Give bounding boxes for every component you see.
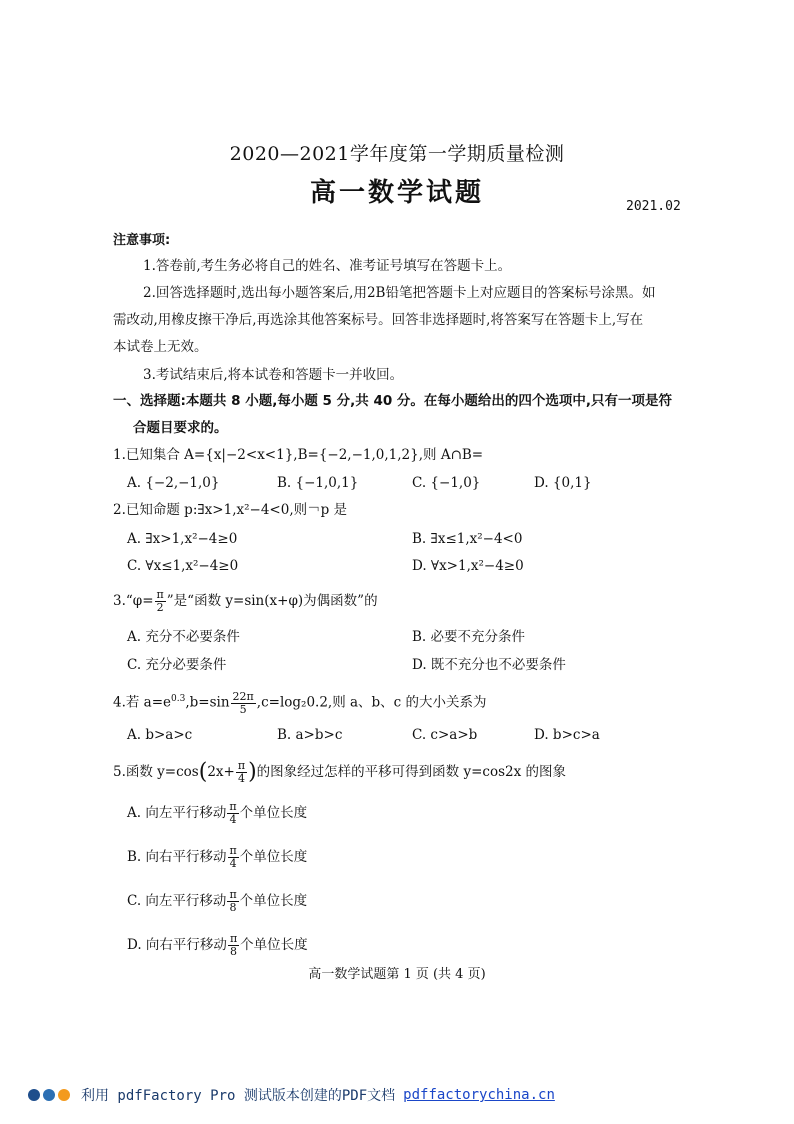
- question-2-stem: 2.已知命题 p:∃x>1,x²−4<0,则￢p 是: [113, 502, 348, 518]
- fraction-numerator: 22π: [232, 689, 254, 703]
- question-2-option-b: B. ∃x≤1,x²−4<0: [412, 531, 523, 547]
- option-text-end: 个单位长度: [239, 805, 308, 821]
- question-3-option-b: B. 必要不充分条件: [412, 629, 526, 645]
- note-2-line-1: 2.回答选择题时,选出每小题答案后,用2B铅笔把答题卡上对应题目的答案标号涂黑。如: [143, 285, 656, 301]
- question-4-stem-end: ,c=log₂0.2,则 a、b、c 的大小关系为: [256, 694, 487, 711]
- fraction-denominator: 4: [237, 772, 245, 785]
- question-5-option-b: [127, 842, 307, 872]
- fraction-numerator: π: [237, 759, 246, 772]
- option-text-end: 个单位长度: [240, 937, 308, 953]
- fraction-denominator: 4: [229, 857, 237, 870]
- fraction-numerator: π: [229, 800, 237, 813]
- left-paren: (: [198, 759, 208, 785]
- question-4-stem-mid: ,b=sin: [185, 694, 230, 711]
- page-number-footer: 高一数学试题第 1 页 (共 4 页): [308, 967, 486, 982]
- fraction-numerator: π: [229, 844, 237, 857]
- fraction-denominator: 5: [239, 702, 247, 716]
- question-5-option-d: [127, 930, 308, 960]
- exam-period-title: 2020—2021学年度第一学期质量检测: [229, 143, 565, 165]
- question-4-stem: [113, 684, 487, 718]
- fraction-denominator: 2: [156, 601, 164, 614]
- question-3-stem-end: ”是“函数 y=sin(x+φ)为偶函数”的: [166, 593, 378, 609]
- question-3-stem-start: 3.“φ=: [113, 593, 154, 609]
- question-4-option-b: B. a>b>c: [277, 727, 343, 743]
- fraction: [227, 889, 238, 914]
- question-3-option-d: D. 既不充分也不必要条件: [412, 657, 566, 673]
- notes-heading: 注意事项:: [113, 233, 171, 248]
- fraction-numerator: π: [229, 932, 238, 945]
- note-2-line-2: 需改动,用橡皮擦干净后,再选涂其他答案标号。回答非选择题时,将答案写在答题卡上,写在: [113, 312, 644, 328]
- question-5-option-c: [127, 886, 307, 916]
- exponent: 0.3: [171, 694, 186, 704]
- question-4-stem-start: 4.若 a=e: [113, 694, 172, 711]
- question-4-option-a: A. b>a>c: [127, 727, 193, 743]
- question-4-option-c: C. c>a>b: [412, 727, 478, 743]
- option-text: C. 向左平行移动: [127, 893, 227, 909]
- question-2-option-c: C. ∀x≤1,x²−4≥0: [127, 558, 239, 574]
- question-5-inner: 2x+: [207, 764, 235, 780]
- question-4-option-d: D. b>c>a: [534, 727, 600, 743]
- question-3-option-a: A. 充分不必要条件: [127, 629, 240, 645]
- fraction-denominator: 8: [230, 945, 238, 958]
- question-3-stem: [113, 586, 378, 616]
- fraction-denominator: 4: [229, 813, 237, 826]
- fraction-denominator: 8: [229, 901, 237, 914]
- pi-over-2-fraction: [155, 589, 166, 614]
- question-1-option-d: D. {0,1}: [534, 475, 592, 491]
- pdffactory-watermark: [28, 1084, 555, 1106]
- question-5-option-a: [127, 798, 307, 828]
- question-1-option-b: B. {−1,0,1}: [277, 475, 359, 491]
- option-text: B. 向右平行移动: [127, 849, 227, 865]
- option-text-end: 个单位长度: [239, 849, 308, 865]
- question-3-option-c: C. 充分必要条件: [127, 657, 227, 673]
- question-1-stem: 1.已知集合 A={x|−2<x<1},B={−2,−1,0,1,2},则 A∩B=: [113, 447, 484, 463]
- question-5-stem: [113, 757, 566, 788]
- section-1-heading-line-1: 一、选择题:本题共 8 小题,每小题 5 分,共 40 分。在每小题给出的四个选项中,只有一项是符: [113, 393, 673, 409]
- 22pi-over-5-fraction: [231, 691, 256, 716]
- option-text-end: 个单位长度: [239, 893, 308, 909]
- watermark-link[interactable]: pdffactorychina.cn: [403, 1087, 555, 1103]
- dot-icon: [58, 1089, 70, 1101]
- question-5-stem-end: 的图象经过怎样的平移可得到函数 y=cos2x 的图象: [256, 764, 567, 780]
- option-text: D. 向右平行移动: [127, 937, 227, 953]
- pi-over-4-fraction: [236, 760, 247, 785]
- question-2-option-a: A. ∃x>1,x²−4≥0: [127, 531, 238, 547]
- section-1-heading-line-2: 合题目要求的。: [133, 420, 228, 436]
- exam-date: 2021.02: [626, 199, 681, 214]
- note-1: 1.答卷前,考生务必将自己的姓名、准考证号填写在答题卡上。: [143, 258, 512, 274]
- question-1-option-c: C. {−1,0}: [412, 475, 481, 491]
- fraction-numerator: π: [229, 888, 237, 901]
- question-5-stem-start: 5.函数 y=cos: [113, 764, 199, 780]
- option-text: A. 向左平行移动: [127, 805, 227, 821]
- watermark-text: 利用 pdfFactory Pro 测试版本创建的PDF文档: [81, 1088, 396, 1104]
- fraction-numerator: π: [156, 588, 164, 601]
- question-1-option-a: A. {−2,−1,0}: [127, 475, 220, 491]
- note-3: 3.考试结束后,将本试卷和答题卡一并收回。: [143, 367, 404, 383]
- fraction: [227, 801, 238, 826]
- fraction: [228, 933, 239, 958]
- exam-title: 高一数学试题: [309, 178, 484, 208]
- fraction: [228, 845, 239, 870]
- dot-icon: [28, 1089, 40, 1101]
- right-paren: ): [248, 759, 257, 785]
- note-2-line-3: 本试卷上无效。: [113, 339, 208, 355]
- dot-icon: [43, 1089, 55, 1101]
- question-2-option-d: D. ∀x>1,x²−4≥0: [412, 558, 524, 574]
